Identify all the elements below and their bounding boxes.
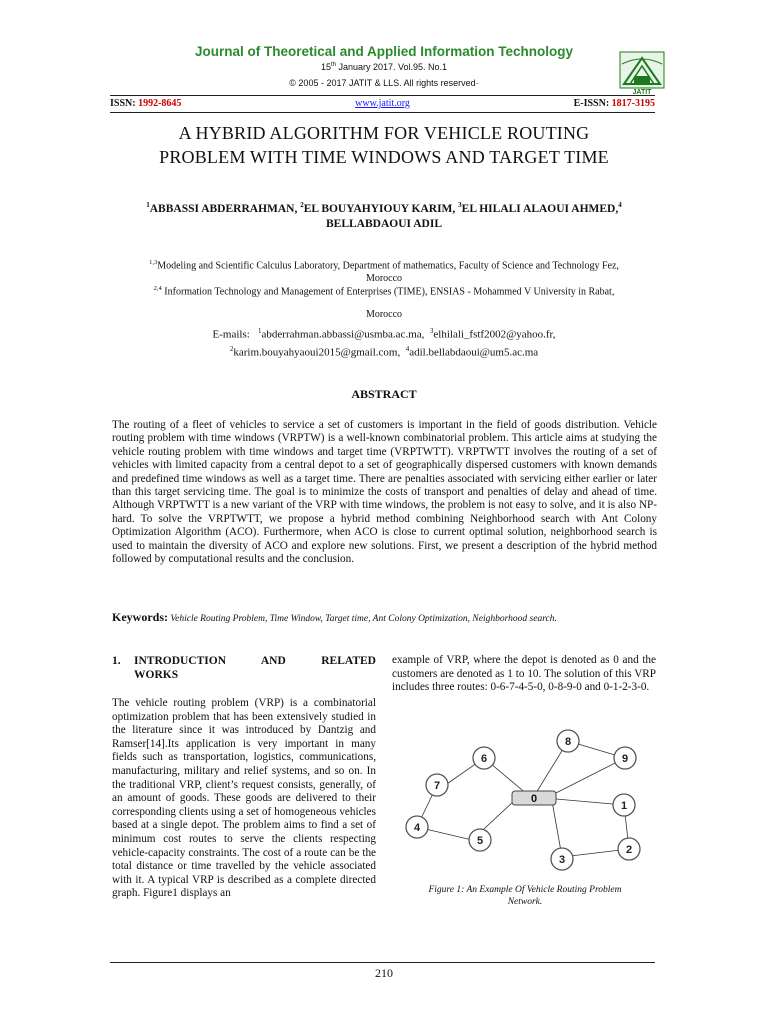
author-list <box>120 198 648 232</box>
website-link[interactable]: www.jatit.org <box>355 98 410 109</box>
issn: ISSN: 1992-8645 <box>110 98 182 109</box>
intro-column-1: The vehicle routing problem (VRP) is a combinatorial optimization problem that has been extensively studied in the literature since it was introduced by Dantzig and Ramser[14].Its application is very important in many fields such as transportation, logistics, communications, manufacturing, military and relief systems, and so on. In the traditional VRP, client’s request consists, generally, of an amount of goods. These goods are delivered to their corresponding clients using a set of homogeneous vehicles based at a single depot. The problem aims to find a set of minimum cost routes to serve the clients respecting vehicle-capacity constraints. The cost of a route can be the total distance or time travelled by the vehicle associated with it. A typical VRP is described as a complete directed graph. Figure1 displays an <box>112 697 376 900</box>
author-emails: E-mails: $^1$abderrahman.abbassi@usmba.ac.ma, $^3$elhilali_fstf2002@yahoo.fr, $^2$karim.bouyahyaoui2015@gmail.com, $^4$adil.bellabdaoui@um5.ac.ma <box>212 327 556 359</box>
affiliation-1: $^{1,3}$Modeling and Scientific Calculus Laboratory, Department of mathematics, Faculty of Science and Technology Fez, Morocco <box>149 259 619 285</box>
paper-title-line1: A HYBRID ALGORITHM FOR VEHICLE ROUTING <box>178 123 590 143</box>
vrp-node-8 <box>557 730 579 752</box>
figure-caption: Figure 1: An Example Of Vehicle Routing Problem Network. <box>428 885 622 907</box>
svg-text:5: 5 <box>476 835 484 847</box>
intro-column-2: example of VRP, where the depot is denoted as 0 and the customers are denoted as 1 to 10. The solution of this VRP includes three routes: 0-6-7-4-5-0, 0-8-9-0 and 0-1-2-3-0. <box>392 654 656 694</box>
copyright-notice: © 2005 - 2017 JATIT & LLS. All rights reserved· <box>289 78 479 88</box>
email-4: adil.bellabdaoui@um5.ac.ma <box>409 346 539 359</box>
abstract-text: The routing of a fleet of vehicles to service a set of customers is important in the field of goods distribution. Vehicle routing problem with time windows (VRPTW) is a well-known combinatorial problem. This article aims at studying the vehicle routing problem with time windows and target time (VRPTWTT). VRPTWTT involves the routing of a set of vehicles with limited capacity from a central depot to a set of geographically dispersed customers with known demands and predefined time windows as well as a target time. There are penalties associated with servicing either earlier or later than this target servicing time. The goal is to minimize the costs of transport and penalties of delay and ahead of time. Although VRPTWTT is a new variant of the VRP with time windows, the problem is not easy to solve, and it is also NP-hard. To solve the VRPTWTT, we propose a hybrid method combining Neighborhood search with Ant Colony Optimization Algorithm (ACO). Furthermore, when ACO is close to current optimal solution, neighborhood search is used to maintain the diversity of ACO and explore new solutions. First, we present a description of the hybrid method followed by computational results and the conclusion. <box>112 419 657 566</box>
vrp-network-figure <box>392 725 658 880</box>
vrp-node-3 <box>551 848 573 870</box>
svg-text:1: 1 <box>620 800 628 812</box>
paper-title-line2: PROBLEM WITH TIME WINDOWS AND TARGET TIME <box>159 147 609 167</box>
svg-text:6: 6 <box>480 753 488 765</box>
vrp-node-1 <box>613 794 635 816</box>
journal-issue-date: 15th January 2017. Vol.95. No.1 <box>320 62 448 72</box>
keywords: Keywords: Vehicle Routing Problem, Time Window, Target time, Ant Colony Optimization, Neighborhood search. <box>112 610 557 624</box>
header-rule-top <box>110 95 655 96</box>
author-line1: $^1$ABBASSI ABDERRAHMAN, $^2$EL BOUYAHYIOUY KARIM, $^3$EL HILALI ALAOUI AHMED,$^4$ <box>146 201 622 215</box>
svg-text:9: 9 <box>621 753 629 765</box>
email-2: karim.bouyahyaoui2015@gmail.com, <box>233 346 401 359</box>
author-line2: BELLABDAOUI ADIL <box>326 217 442 230</box>
vrp-node-2 <box>618 838 640 860</box>
vrp-node-7 <box>426 774 448 796</box>
paper-title <box>100 121 668 169</box>
svg-text:2: 2 <box>625 844 633 856</box>
abstract-heading: ABSTRACT <box>351 387 417 401</box>
email-3: elhilali_fstf2002@yahoo.fr, <box>433 328 556 341</box>
svg-text:4: 4 <box>413 822 421 834</box>
affiliation-2: $^{2,4}$ Information Technology and Management of Enterprises (TIME), ENSIAS - Mohammed V University in Rabat, <box>153 285 615 298</box>
svg-text:3: 3 <box>558 854 566 866</box>
affiliation-2-country: Morocco <box>365 309 403 320</box>
footer-rule <box>110 962 655 963</box>
vrp-node-5 <box>469 829 491 851</box>
jatit-logo-text: JATIT <box>632 89 652 96</box>
vrp-node-9 <box>614 747 636 769</box>
svg-text:8: 8 <box>564 736 572 748</box>
vrp-node-4 <box>406 816 428 838</box>
eissn: E-ISSN: 1817-3195 <box>573 98 655 109</box>
vrp-node-6 <box>473 747 495 769</box>
email-1: abderrahman.abbassi@usmba.ac.ma, <box>261 328 425 341</box>
vrp-depot-node <box>512 791 556 805</box>
page-number: 210 <box>375 966 393 980</box>
svg-text:7: 7 <box>433 780 441 792</box>
header-rule-bottom <box>110 112 655 113</box>
journal-title: Journal of Theoretical and Applied Information Technology <box>194 44 574 59</box>
svg-text:0: 0 <box>530 793 538 805</box>
